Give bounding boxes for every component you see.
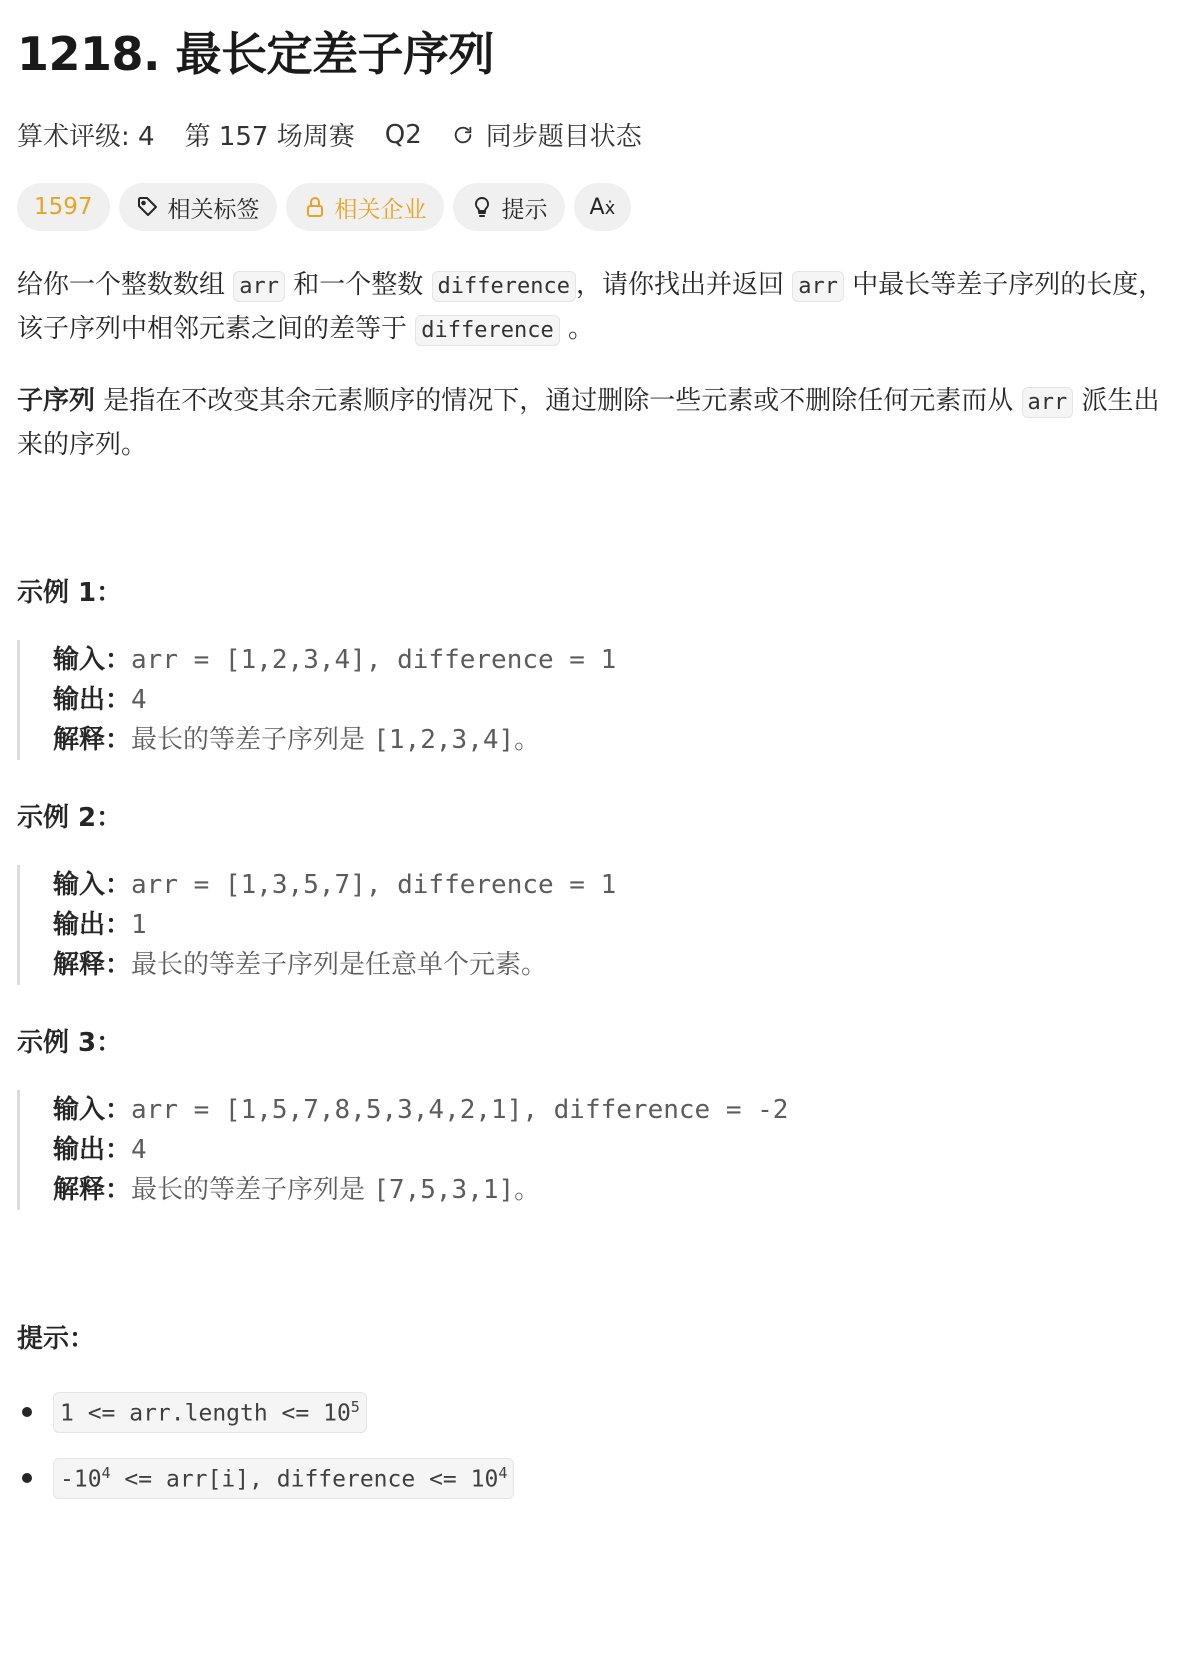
explain-text: 最长的等差子序列是 bbox=[131, 725, 374, 755]
example-2-block bbox=[17, 865, 616, 985]
output-label: 输出： bbox=[53, 1135, 132, 1165]
related-companies-label: 相关企业 bbox=[334, 196, 427, 223]
constraint-text: <= arr[i], difference <= 10 bbox=[110, 1466, 499, 1493]
input-value: arr = [1,5,7,8,5,3,4,2,1], difference = -2 bbox=[131, 1095, 789, 1125]
likes-badge[interactable] bbox=[17, 183, 110, 231]
description-paragraph-2 bbox=[17, 380, 1167, 466]
explain-code: [7,5,3,1] bbox=[373, 1175, 515, 1205]
explain-text: 最长的等差子序列是任意单个元素。 bbox=[131, 950, 548, 980]
translate-icon: Aẋ bbox=[589, 194, 616, 220]
explain-code: [1,2,3,4] bbox=[373, 725, 515, 755]
constraint-code bbox=[53, 1458, 514, 1499]
related-tags-button[interactable] bbox=[119, 183, 277, 231]
exponent: 4 bbox=[101, 1464, 111, 1482]
tag-icon bbox=[136, 195, 160, 219]
sync-label: 同步题目状态 bbox=[485, 122, 642, 152]
desc-text: ，请你找出并返回 bbox=[576, 270, 793, 300]
related-tags-label: 相关标签 bbox=[167, 196, 260, 223]
inline-code: difference bbox=[432, 271, 576, 302]
example-3-block bbox=[17, 1090, 788, 1210]
inline-code: arr bbox=[1022, 387, 1074, 418]
desc-text: 。 bbox=[559, 314, 594, 344]
bullet-dot bbox=[22, 1407, 32, 1417]
input-value: arr = [1,2,3,4], difference = 1 bbox=[131, 645, 617, 675]
constraint-item bbox=[17, 1392, 367, 1433]
hint-button[interactable] bbox=[453, 183, 565, 231]
related-companies-button[interactable] bbox=[286, 183, 444, 231]
lock-icon bbox=[303, 195, 327, 219]
explain-label: 解释： bbox=[53, 950, 132, 980]
lightbulb-icon bbox=[470, 195, 494, 219]
explain-end: 。 bbox=[514, 1175, 541, 1205]
output-value: 1 bbox=[131, 910, 147, 940]
likes-count: 1597 bbox=[34, 194, 93, 220]
constraint-code bbox=[53, 1392, 367, 1433]
desc-text: 是指在不改变其余元素顺序的情况下，通过删除一些元素或不删除任何元素而从 bbox=[95, 386, 1022, 416]
description-paragraph-1 bbox=[17, 264, 1167, 352]
inline-code: arr bbox=[233, 271, 285, 302]
desc-text: 给你一个整数数组 bbox=[17, 270, 234, 300]
inline-code: difference bbox=[415, 315, 559, 346]
subsequence-term: 子序列 bbox=[17, 386, 96, 416]
output-label: 输出： bbox=[53, 685, 132, 715]
hint-label: 提示 bbox=[501, 196, 548, 223]
explain-end: 。 bbox=[514, 725, 541, 755]
desc-text: 和一个整数 bbox=[285, 270, 432, 300]
desc-text: 派生出来的序列。 bbox=[17, 386, 1160, 460]
exponent: 5 bbox=[350, 1398, 360, 1416]
input-value: arr = [1,3,5,7], difference = 1 bbox=[131, 870, 617, 900]
constraint-text: 1 <= arr.length <= 10 bbox=[60, 1400, 351, 1427]
input-label: 输入： bbox=[53, 645, 132, 675]
bullet-dot bbox=[22, 1473, 32, 1483]
input-label: 输入： bbox=[53, 1095, 132, 1125]
example-1-title: 示例 1： bbox=[17, 578, 123, 608]
constraint-item bbox=[17, 1458, 514, 1499]
problem-title: 1218. 最长定差子序列 bbox=[17, 27, 495, 81]
translate-button[interactable] bbox=[574, 183, 632, 231]
contest-link[interactable]: 第 157 场周赛 bbox=[184, 122, 355, 152]
example-2-title: 示例 2： bbox=[17, 803, 123, 833]
explain-text: 最长的等差子序列是 bbox=[131, 1175, 374, 1205]
inline-code: arr bbox=[792, 271, 844, 302]
output-value: 4 bbox=[131, 1135, 147, 1165]
input-label: 输入： bbox=[53, 870, 132, 900]
rating-label: 算术评级: 4 bbox=[17, 122, 155, 152]
desc-text: 中最长等差子序列的长度，该子序列中相邻元素之间的差等于 bbox=[17, 270, 1165, 344]
output-value: 4 bbox=[131, 685, 147, 715]
sync-status-button[interactable] bbox=[452, 116, 672, 153]
tag-pills bbox=[17, 183, 640, 231]
example-3-title: 示例 3： bbox=[17, 1028, 123, 1058]
problem-meta bbox=[17, 116, 702, 153]
explain-label: 解释： bbox=[53, 1175, 132, 1205]
constraints-title: 提示： bbox=[17, 1324, 96, 1354]
exponent: 4 bbox=[498, 1464, 508, 1482]
example-1-block bbox=[17, 640, 616, 760]
question-label: Q2 bbox=[384, 119, 422, 150]
output-label: 输出： bbox=[53, 910, 132, 940]
refresh-icon bbox=[452, 124, 474, 146]
explain-label: 解释： bbox=[53, 725, 132, 755]
constraint-text: -10 bbox=[60, 1466, 102, 1493]
